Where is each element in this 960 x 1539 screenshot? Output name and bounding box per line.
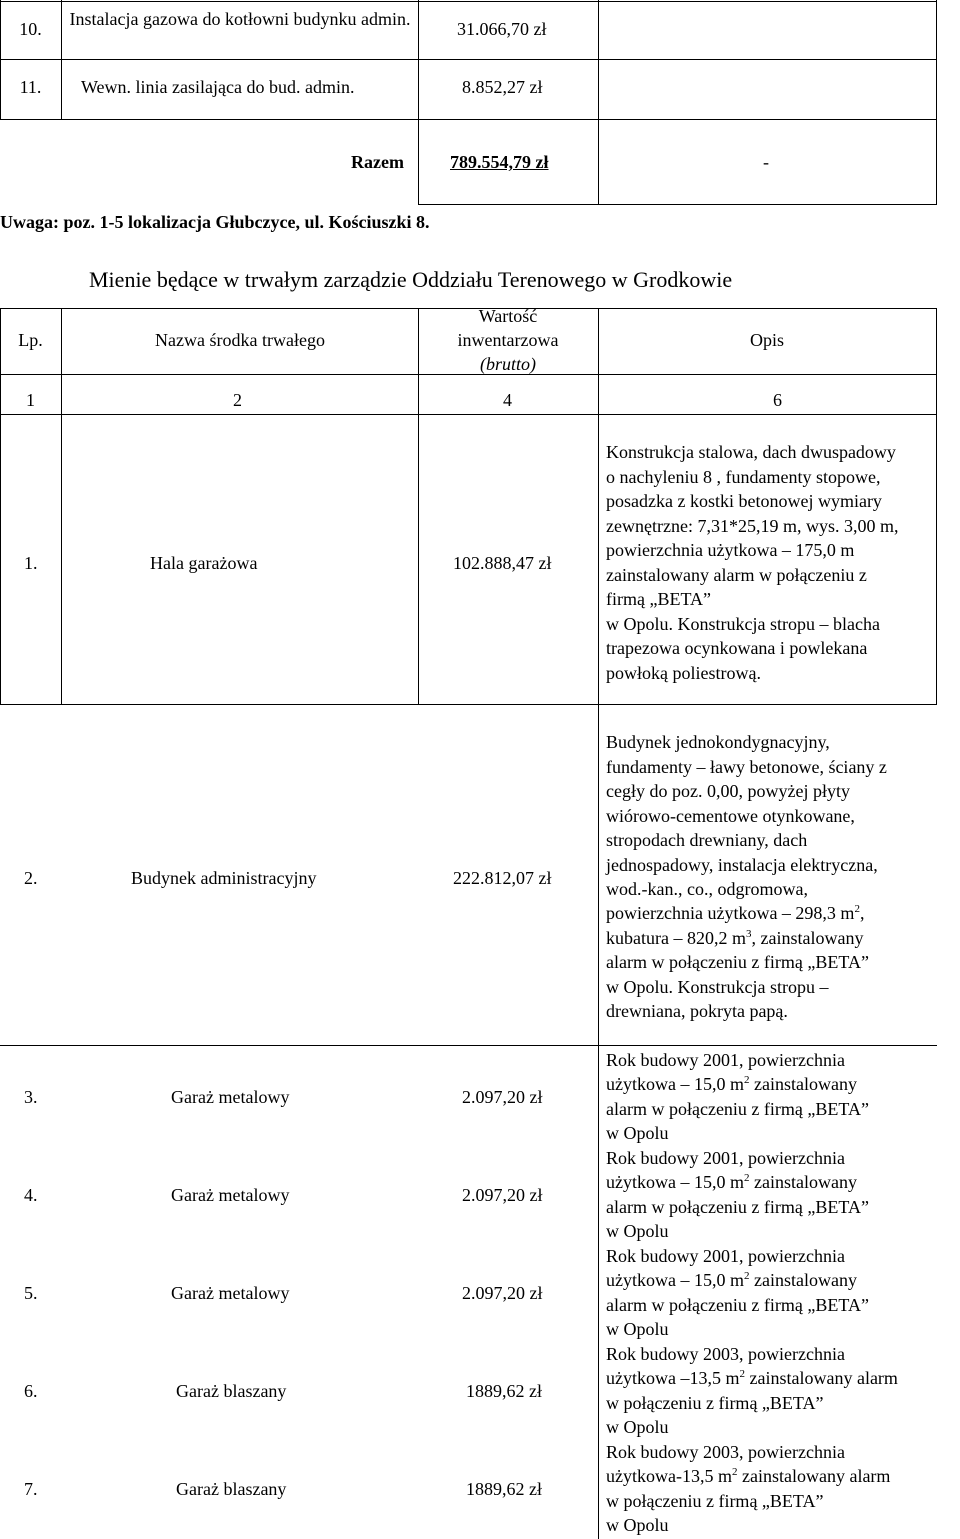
row-3-name: Garaż metalowy: [171, 1087, 290, 1107]
header-lp: Lp.: [18, 330, 43, 350]
row-2-desc-a: Budynek jednokondygnacyjny, fundamenty – ławy betonowe, ściany z cegły do poz. 0,00, powyżej płyty wiórowo-cementowe otynkowane, stropodach drewniany, dach jednospadowy, instalacja elektryczna, wod.-kan., co., odgromowa,: [606, 732, 887, 899]
colnum-2: 2: [233, 390, 242, 410]
row-3-desc-2: użytkowa – 15,0 $m^2$ zainstalowany: [606, 1074, 857, 1094]
total-value: 789.554,79 zł: [450, 152, 549, 172]
row-5-value: 2.097,20 zł: [462, 1283, 543, 1303]
row-4-value: 2.097,20 zł: [462, 1185, 543, 1205]
row-7-desc-1: Rok budowy 2003, powierzchnia: [606, 1442, 845, 1462]
row-7-desc-2: użytkowa-13,5 $m^2$ zainstalowany alarm: [606, 1466, 891, 1486]
row-6-desc-4: w Opolu: [606, 1417, 669, 1437]
row-3-desc-1: Rok budowy 2001, powierzchnia: [606, 1050, 845, 1070]
row-6-desc-1: Rok budowy 2003, powierzchnia: [606, 1344, 845, 1364]
row-7-value: 1889,62 zł: [466, 1479, 542, 1499]
row-5-lp: 5.: [24, 1283, 38, 1303]
row-3-desc-3: alarm w połączeniu z firmą „BETA”: [606, 1099, 869, 1119]
header-name: Nazwa środka trwałego: [155, 330, 325, 350]
row-3-desc-4: w Opolu: [606, 1123, 669, 1143]
row-6-desc-2: użytkowa –13,5 $m^2$ zainstalowany alarm: [606, 1368, 898, 1388]
row-6-value: 1889,62 zł: [466, 1381, 542, 1401]
row-7-desc-4: w Opolu: [606, 1515, 669, 1535]
row-4-desc-3: alarm w połączeniu z firmą „BETA”: [606, 1197, 869, 1217]
total-opis: -: [763, 152, 769, 172]
row-4-desc-1: Rok budowy 2001, powierzchnia: [606, 1148, 845, 1168]
row-2-lp: 2.: [24, 868, 38, 888]
section-title: Mienie będące w trwałym zarządzie Oddziału Terenowego w Grodkowie: [89, 267, 733, 292]
row-4-lp: 4.: [24, 1185, 38, 1205]
location-note: Uwaga: poz. 1-5 lokalizacja Głubczyce, ul. Kościuszki 8.: [0, 212, 430, 232]
row-2-desc-b1: powierzchnia użytkowa – 298,3 $m^2$,: [606, 903, 865, 923]
row-4-desc-4: w Opolu: [606, 1221, 669, 1241]
row-6-name: Garaż blaszany: [176, 1381, 287, 1401]
colnum-6: 6: [773, 390, 782, 410]
row-5-desc-1: Rok budowy 2001, powierzchnia: [606, 1246, 845, 1266]
row-2-desc-b2: kubatura – 820,2 $m^3$, zainstalowany: [606, 928, 864, 948]
header-opis: Opis: [749, 330, 784, 350]
row-1-lp: 1.: [24, 553, 38, 573]
row-6-lp: 6.: [24, 1381, 38, 1401]
header-value-1: Wartość: [478, 306, 538, 326]
row-5-desc-3: alarm w połączeniu z firmą „BETA”: [606, 1295, 869, 1315]
row-3-lp: 3.: [24, 1087, 38, 1107]
row-5-desc-4: w Opolu: [606, 1319, 669, 1339]
row-1-name: Hala garażowa: [150, 553, 258, 573]
colnum-1: 1: [26, 390, 35, 410]
row-11-name: Wewn. linia zasilająca do bud. admin.: [81, 77, 355, 97]
row-6-desc-3: w połączeniu z firmą „BETA”: [606, 1393, 824, 1413]
row-10-value: 31.066,70 zł: [457, 19, 547, 39]
row-2-desc-c: alarm w połączeniu z firmą „BETA” w Opolu. Konstrukcja stropu – drewniana, pokryta papą.: [606, 952, 869, 1021]
row-7-lp: 7.: [24, 1479, 38, 1499]
row-10-name: Instalacja gazowa do kotłowni budynku admin.: [69, 9, 411, 29]
row-10-lp: 10.: [19, 19, 42, 39]
row-2-name: Budynek administracyjny: [131, 868, 317, 888]
row-1-value: 102.888,47 zł: [453, 553, 552, 573]
row-11-value: 8.852,27 zł: [462, 77, 543, 97]
row-5-name: Garaż metalowy: [171, 1283, 290, 1303]
row-1-desc: Konstrukcja stalowa, dach dwuspadowy o nachyleniu 8 , fundamenty stopowe, posadzka z kostki betonowej wymiary zewnętrzne: 7,31*25,19 m, wys. 3,00 m, powierzchnia użytkowa – 175,0 m zainstalowany alarm w połączeniu z firmą „BETA” w Opolu. Konstrukcja stropu – blacha trapezowa ocynkowana i powlekana powłoką poliestrową.: [606, 442, 899, 683]
row-4-name: Garaż metalowy: [171, 1185, 290, 1205]
row-11-lp: 11.: [19, 77, 42, 97]
row-5-desc-2: użytkowa – 15,0 $m^2$ zainstalowany: [606, 1270, 857, 1290]
header-value-3: (brutto): [480, 354, 536, 374]
row-7-name: Garaż blaszany: [176, 1479, 287, 1499]
row-2-value: 222.812,07 zł: [453, 868, 552, 888]
total-label: Razem: [351, 152, 404, 172]
row-7-desc-3: w połączeniu z firmą „BETA”: [606, 1491, 824, 1511]
row-4-desc-2: użytkowa – 15,0 $m^2$ zainstalowany: [606, 1172, 857, 1192]
colnum-4: 4: [503, 390, 512, 410]
header-value-2: inwentarzowa: [457, 330, 559, 350]
row-3-value: 2.097,20 zł: [462, 1087, 543, 1107]
